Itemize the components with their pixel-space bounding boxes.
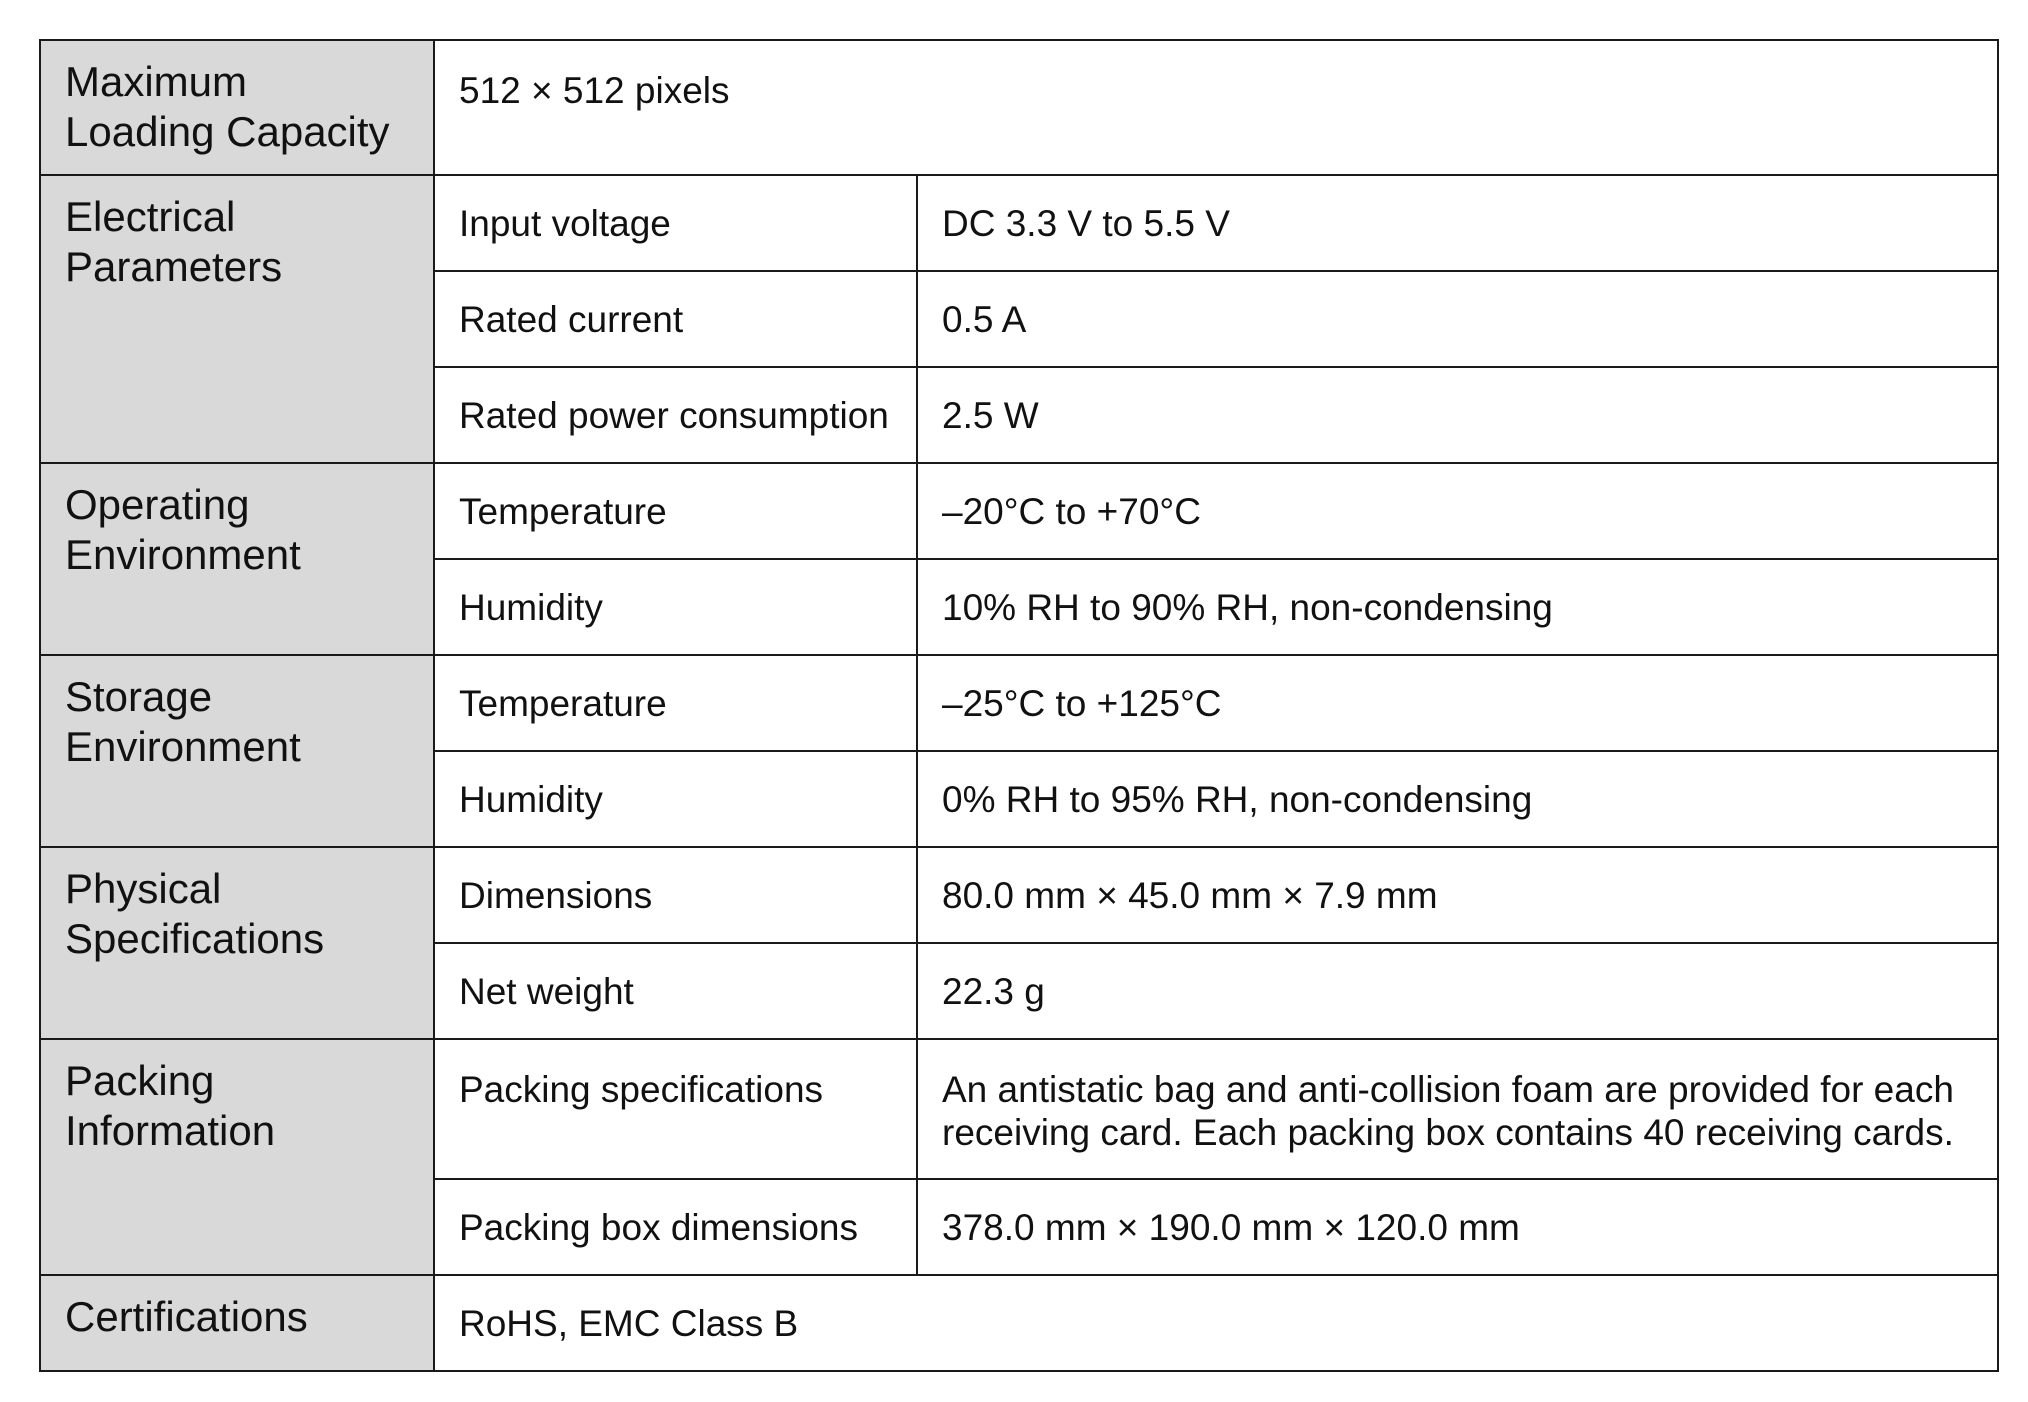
value-cell: RoHS, EMC Class B [434,1275,1998,1371]
parameter-value: –25°C to +125°C [917,655,1998,751]
parameter-value: 0.5 A [917,271,1998,367]
table-row [40,655,1998,751]
value-cell: 512 × 512 pixels [434,40,1998,175]
category-label: Parameters [65,243,283,290]
category-label: Maximum [65,58,248,105]
parameter-label: Packing specifications [434,1039,917,1179]
parameter-value: 22.3 g [917,943,1998,1039]
table-row [40,847,1998,943]
category-cell [40,655,434,847]
table-row [40,1039,1998,1179]
parameter-value: –20°C to +70°C [917,463,1998,559]
parameter-label: Net weight [434,943,917,1039]
category-label: Environment [65,531,301,578]
category-label: Operating [65,481,250,528]
category-label: Electrical [65,193,236,240]
category-cell [40,847,434,1039]
parameter-value: DC 3.3 V to 5.5 V [917,175,1998,271]
category-label: Specifications [65,915,325,962]
parameter-label: Temperature [434,655,917,751]
parameter-value: 10% RH to 90% RH, non-condensing [917,559,1998,655]
category-label: Packing [65,1057,215,1104]
category-cell [40,40,434,175]
category-label: Loading Capacity [65,108,390,155]
value-line: receiving card. Each packing box contains 40 receiving cards. [942,1112,1954,1153]
parameter-label: Humidity [434,559,917,655]
category-label: Physical [65,865,222,912]
category-cell [40,1039,434,1275]
category-cell [40,1275,434,1371]
parameter-value: 0% RH to 95% RH, non-condensing [917,751,1998,847]
parameter-value [917,1039,1998,1179]
parameter-label: Dimensions [434,847,917,943]
category-label: Environment [65,723,301,770]
table-row [40,1275,1998,1371]
category-label: Storage [65,673,213,720]
parameter-label: Rated power consumption [434,367,917,463]
category-cell [40,175,434,463]
spec-table [39,39,1999,1372]
category-label: Information [65,1107,276,1154]
parameter-value: 2.5 W [917,367,1998,463]
parameter-label: Humidity [434,751,917,847]
table-row [40,463,1998,559]
parameter-label: Temperature [434,463,917,559]
parameter-label: Rated current [434,271,917,367]
category-cell [40,463,434,655]
table-row [40,175,1998,271]
parameter-label: Packing box dimensions [434,1179,917,1275]
parameter-value: 80.0 mm × 45.0 mm × 7.9 mm [917,847,1998,943]
value-line: An antistatic bag and anti-collision foam are provided for each [942,1069,1954,1110]
category-label: Certifications [65,1293,308,1340]
parameter-value: 378.0 mm × 190.0 mm × 120.0 mm [917,1179,1998,1275]
table-row [40,40,1998,175]
parameter-label: Input voltage [434,175,917,271]
